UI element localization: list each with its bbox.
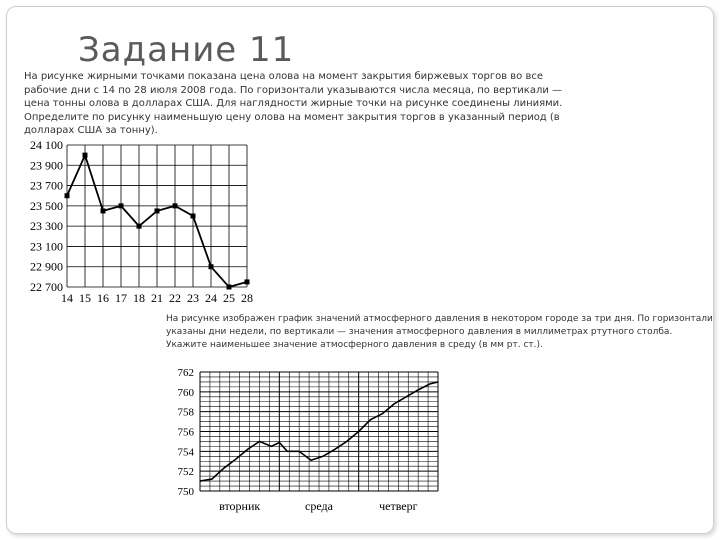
x-tick-label: вторник [219, 499, 261, 513]
x-tick-label: 16 [97, 291, 109, 305]
y-tick-label: 23 100 [30, 239, 63, 254]
problem-2-text: На рисунке изображен график значений атмосферного давления в некотором городе за три дня. По горизонтали указаны дни недели, по вертикали — значения атмосферного давления в миллиметрах ртутного столба. Укажите наименьшее значение атмосферного давления в среду (в мм рт. ст.). [166, 314, 713, 350]
x-tick-label: 21 [151, 291, 163, 305]
x-tick-label: 15 [79, 291, 91, 305]
y-tick-label: 758 [177, 406, 194, 419]
y-tick-label: 762 [177, 367, 194, 379]
y-tick-label: 756 [177, 426, 194, 439]
y-tick-label: 754 [177, 446, 194, 459]
y-tick-label: 750 [177, 486, 194, 498]
y-tick-label: 22 700 [30, 280, 63, 294]
x-tick-label: 14 [61, 291, 73, 305]
y-tick-label: 23 300 [30, 219, 63, 234]
x-tick-label: 24 [205, 291, 217, 305]
x-tick-label: 25 [223, 291, 235, 305]
y-tick-label: 22 900 [30, 259, 63, 274]
y-tick-label: 24 100 [30, 138, 63, 152]
x-tick-label: 28 [241, 291, 253, 305]
slide-title: Задание 11 [78, 30, 295, 70]
y-tick-label: 23 500 [30, 198, 63, 213]
x-tick-label: 22 [169, 291, 181, 305]
x-tick-label: среда [305, 499, 333, 513]
x-tick-label: 17 [115, 291, 127, 305]
y-tick-label: 752 [177, 466, 194, 479]
y-tick-label: 760 [177, 386, 194, 399]
y-tick-label: 23 700 [30, 178, 63, 193]
x-tick-label: четверг [379, 499, 418, 513]
x-tick-label: 18 [133, 291, 145, 305]
problem-1-text: На рисунке жирными точками показана цена олова на момент закрытия биржевых торгов во все рабочие дни с 14 по 28 июля 2008 года. По горизонтали указываются числа месяца, по вертикали — цена тонны олова в долларах США. Для наглядности жирные точки на рисунке соединены линиями. Определите по рисунку наименьшую цену олова на момент закрытия торгов в указанный период (в долларах США за тонну). [24, 71, 563, 137]
x-tick-label: 23 [187, 291, 199, 305]
y-tick-label: 23 900 [30, 158, 63, 173]
